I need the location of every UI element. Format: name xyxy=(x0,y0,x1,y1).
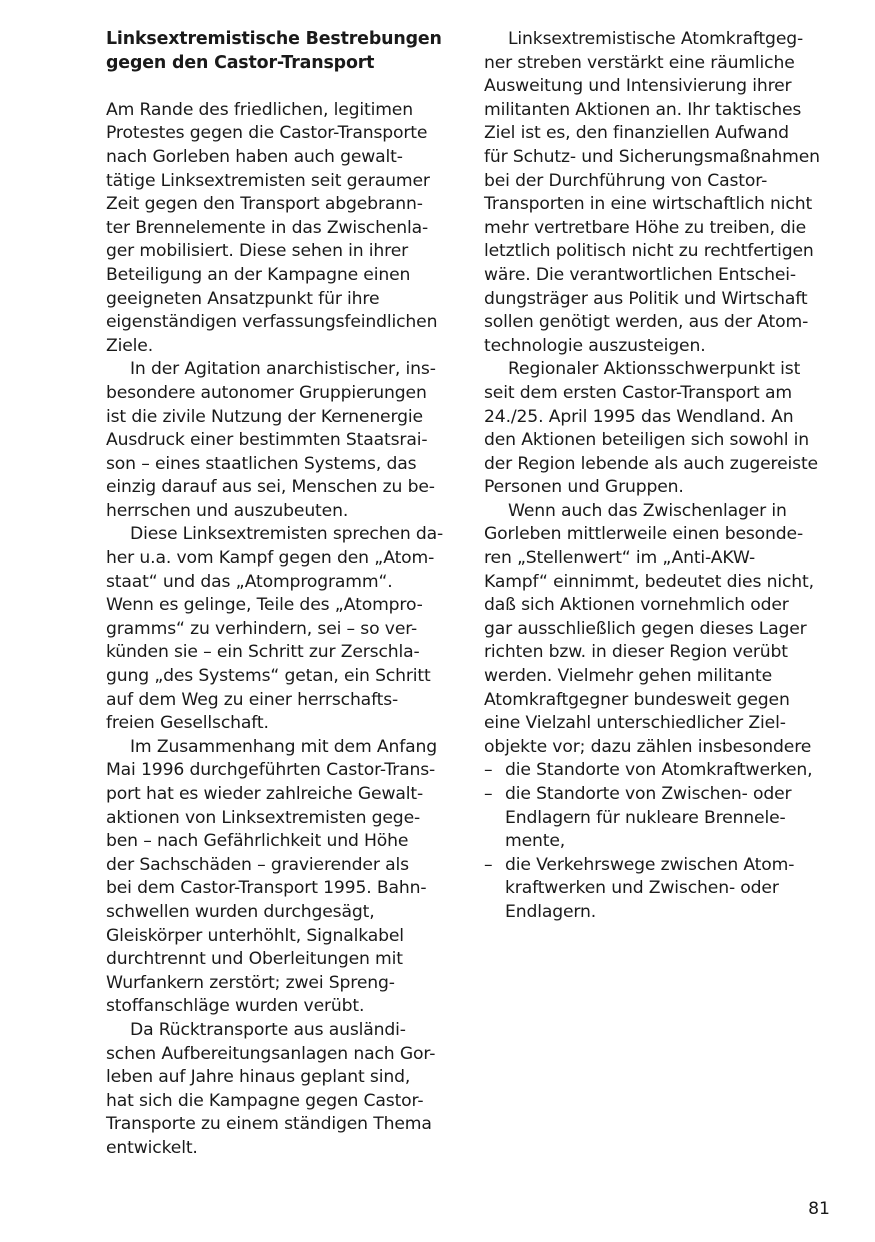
text-line: Gleiskörper unterhöhlt, Signalkabel xyxy=(106,925,404,946)
text-line: Atomkraftgegner bundesweit gegen xyxy=(484,689,790,710)
text-line: aktionen von Linksextremisten gege- xyxy=(106,807,421,828)
text-line: Gorleben mittlerweile einen besonde- xyxy=(484,524,804,545)
text-line: daß sich Aktionen vornehmlich oder xyxy=(484,595,789,616)
paragraph xyxy=(106,99,451,359)
text-line: staat“ und das „Atomprogramm“. xyxy=(106,571,393,592)
text-line: Endlagern für nukleare Brennele- xyxy=(505,807,786,828)
text-line: ist die zivile Nutzung der Kernenergie xyxy=(106,406,423,427)
text-line: leben auf Jahre hinaus geplant sind, xyxy=(106,1067,411,1088)
list-item xyxy=(484,854,834,925)
text-line: für Schutz- und Sicherungsmaßnahmen xyxy=(484,146,820,167)
text-line: schwellen wurden durchgesägt, xyxy=(106,901,375,922)
list-dash: – xyxy=(484,784,493,804)
text-line: Kampf“ einnimmt, bedeutet dies nicht, xyxy=(484,571,814,592)
text-line: künden sie – ein Schritt zur Zerschla- xyxy=(106,642,420,663)
text-line: Ziel ist es, den finanziellen Aufwand xyxy=(484,123,789,144)
text-line: den Aktionen beteiligen sich sowohl in xyxy=(484,430,810,451)
text-line: gar ausschließlich gegen dieses Lager xyxy=(484,618,807,639)
text-line: Wurfankern zerstört; zwei Spreng- xyxy=(106,972,395,993)
text-line: ben – nach Gefährlichkeit und Höhe xyxy=(106,831,409,852)
text-line: son – eines staatlichen Systems, das xyxy=(106,453,417,474)
heading-line: gegen den Castor-Transport xyxy=(106,52,375,73)
heading-line: Linksextremistische Bestrebungen xyxy=(106,29,442,49)
text-line: seit dem ersten Castor-Transport am xyxy=(484,382,792,403)
text-line: port hat es wieder zahlreiche Gewalt- xyxy=(106,784,424,804)
text-line: der Sachschäden – gravierender als xyxy=(106,854,409,875)
text-line: werden. Vielmehr gehen militante xyxy=(484,666,772,687)
list-item xyxy=(484,759,834,783)
right-paragraphs xyxy=(484,28,834,759)
text-line: Ausdruck einer bestimmten Staatsrai- xyxy=(106,430,428,451)
text-line: eigenständigen verfassungsfeindlichen xyxy=(106,312,438,333)
text-line: Ausweitung und Intensivierung ihrer xyxy=(484,76,792,97)
text-line: schen Aufbereitungsanlagen nach Gor- xyxy=(106,1043,436,1064)
bullet-list xyxy=(484,759,834,924)
list-dash: – xyxy=(484,760,493,781)
text-line: Linksextremistische Atomkraftgeg- xyxy=(508,29,804,49)
text-line: die Standorte von Atomkraftwerken, xyxy=(505,760,813,781)
text-line: eine Vielzahl unterschiedlicher Ziel- xyxy=(484,713,786,734)
text-line: besondere autonomer Gruppierungen xyxy=(106,382,427,403)
text-line: Personen und Gruppen. xyxy=(484,477,684,498)
text-line: Im Zusammenhang mit dem Anfang xyxy=(130,736,438,757)
text-line: Da Rücktransporte aus ausländi- xyxy=(130,1019,406,1040)
text-line: bei der Durchführung von Castor- xyxy=(484,170,768,191)
text-line: Diese Linksextremisten sprechen da- xyxy=(130,524,444,545)
text-line: Transporten in eine wirtschaftlich nicht xyxy=(484,194,813,215)
text-line: objekte vor; dazu zählen insbesondere xyxy=(484,736,812,757)
text-line: mehr vertretbare Höhe zu treiben, die xyxy=(484,217,807,238)
text-line: Wenn es gelinge, Teile des „Atompro- xyxy=(106,595,423,616)
paragraph xyxy=(484,358,834,500)
text-line: Beteiligung an der Kampagne einen xyxy=(106,264,411,285)
text-line: gramms“ zu verhindern, sei – so ver- xyxy=(106,618,418,639)
text-line: Regionaler Aktionsschwerpunkt ist xyxy=(508,359,801,380)
text-line: nach Gorleben haben auch gewalt- xyxy=(106,146,403,167)
list-dash: – xyxy=(484,854,493,875)
text-line: tätige Linksextremisten seit geraumer xyxy=(106,170,430,191)
paragraph xyxy=(106,1019,451,1161)
text-line: die Standorte von Zwischen- oder xyxy=(505,784,792,804)
text-line: dungsträger aus Politik und Wirtschaft xyxy=(484,288,808,309)
text-line: Ziele. xyxy=(106,335,154,356)
text-line: kraftwerken und Zwischen- oder xyxy=(505,878,779,899)
list-item xyxy=(484,783,834,854)
text-line: mente, xyxy=(505,831,566,852)
text-line: militanten Aktionen an. Ihr taktisches xyxy=(484,99,802,120)
text-line: ger mobilisiert. Diese sehen in ihrer xyxy=(106,241,409,262)
text-line: bei dem Castor-Transport 1995. Bahn- xyxy=(106,878,427,899)
right-column xyxy=(484,28,834,925)
text-line: freien Gesellschaft. xyxy=(106,713,269,734)
page-number: 81 xyxy=(808,1199,830,1219)
text-line: technologie auszusteigen. xyxy=(484,335,706,356)
text-line: geeigneten Ansatzpunkt für ihre xyxy=(106,288,380,309)
left-column xyxy=(106,28,451,1161)
text-line: ren „Stellenwert“ im „Anti-AKW- xyxy=(484,548,756,569)
text-line: 24./25. April 1995 das Wendland. An xyxy=(484,406,794,427)
text-line: In der Agitation anarchistischer, ins- xyxy=(130,359,436,380)
text-line: richten bzw. in dieser Region verübt xyxy=(484,642,788,663)
text-line: die Verkehrswege zwischen Atom- xyxy=(505,854,795,875)
text-line: Protestes gegen die Castor-Transporte xyxy=(106,123,428,144)
text-line: ner streben verstärkt eine räumliche xyxy=(484,52,795,73)
text-line: wäre. Die verantwortlichen Entschei- xyxy=(484,264,796,285)
text-line: Zeit gegen den Transport abgebrann- xyxy=(106,194,423,215)
text-line: Am Rande des friedlichen, legitimen xyxy=(106,99,413,120)
section-heading xyxy=(106,28,451,75)
text-line: ter Brennelemente in das Zwischenla- xyxy=(106,217,429,238)
text-line: sollen genötigt werden, aus der Atom- xyxy=(484,312,809,333)
text-line: Endlagern. xyxy=(505,901,597,922)
text-line: hat sich die Kampagne gegen Castor- xyxy=(106,1090,424,1111)
text-line: der Region lebende als auch zugereiste xyxy=(484,453,818,474)
paragraph xyxy=(484,500,834,760)
text-line: Mai 1996 durchgeführten Castor-Trans- xyxy=(106,760,436,781)
text-line: stoffanschläge wurden verübt. xyxy=(106,996,365,1017)
text-line: letztlich politisch nicht zu rechtfertigen xyxy=(484,241,814,262)
text-line: durchtrennt und Oberleitungen mit xyxy=(106,949,403,970)
paragraph xyxy=(106,736,451,1019)
text-line: auf dem Weg zu einer herrschafts- xyxy=(106,689,399,710)
text-line: Wenn auch das Zwischenlager in xyxy=(508,500,787,521)
text-line: her u.a. vom Kampf gegen den „Atom- xyxy=(106,548,435,569)
text-line: entwickelt. xyxy=(106,1137,198,1158)
text-line: gung „des Systems“ getan, ein Schritt xyxy=(106,666,431,687)
text-line: Transporte zu einem ständigen Thema xyxy=(106,1114,432,1135)
text-line: einzig darauf aus sei, Menschen zu be- xyxy=(106,477,435,498)
paragraph xyxy=(106,523,451,735)
paragraph xyxy=(106,358,451,523)
text-line: herrschen und auszubeuten. xyxy=(106,500,349,521)
left-paragraphs xyxy=(106,99,451,1161)
paragraph xyxy=(484,28,834,358)
